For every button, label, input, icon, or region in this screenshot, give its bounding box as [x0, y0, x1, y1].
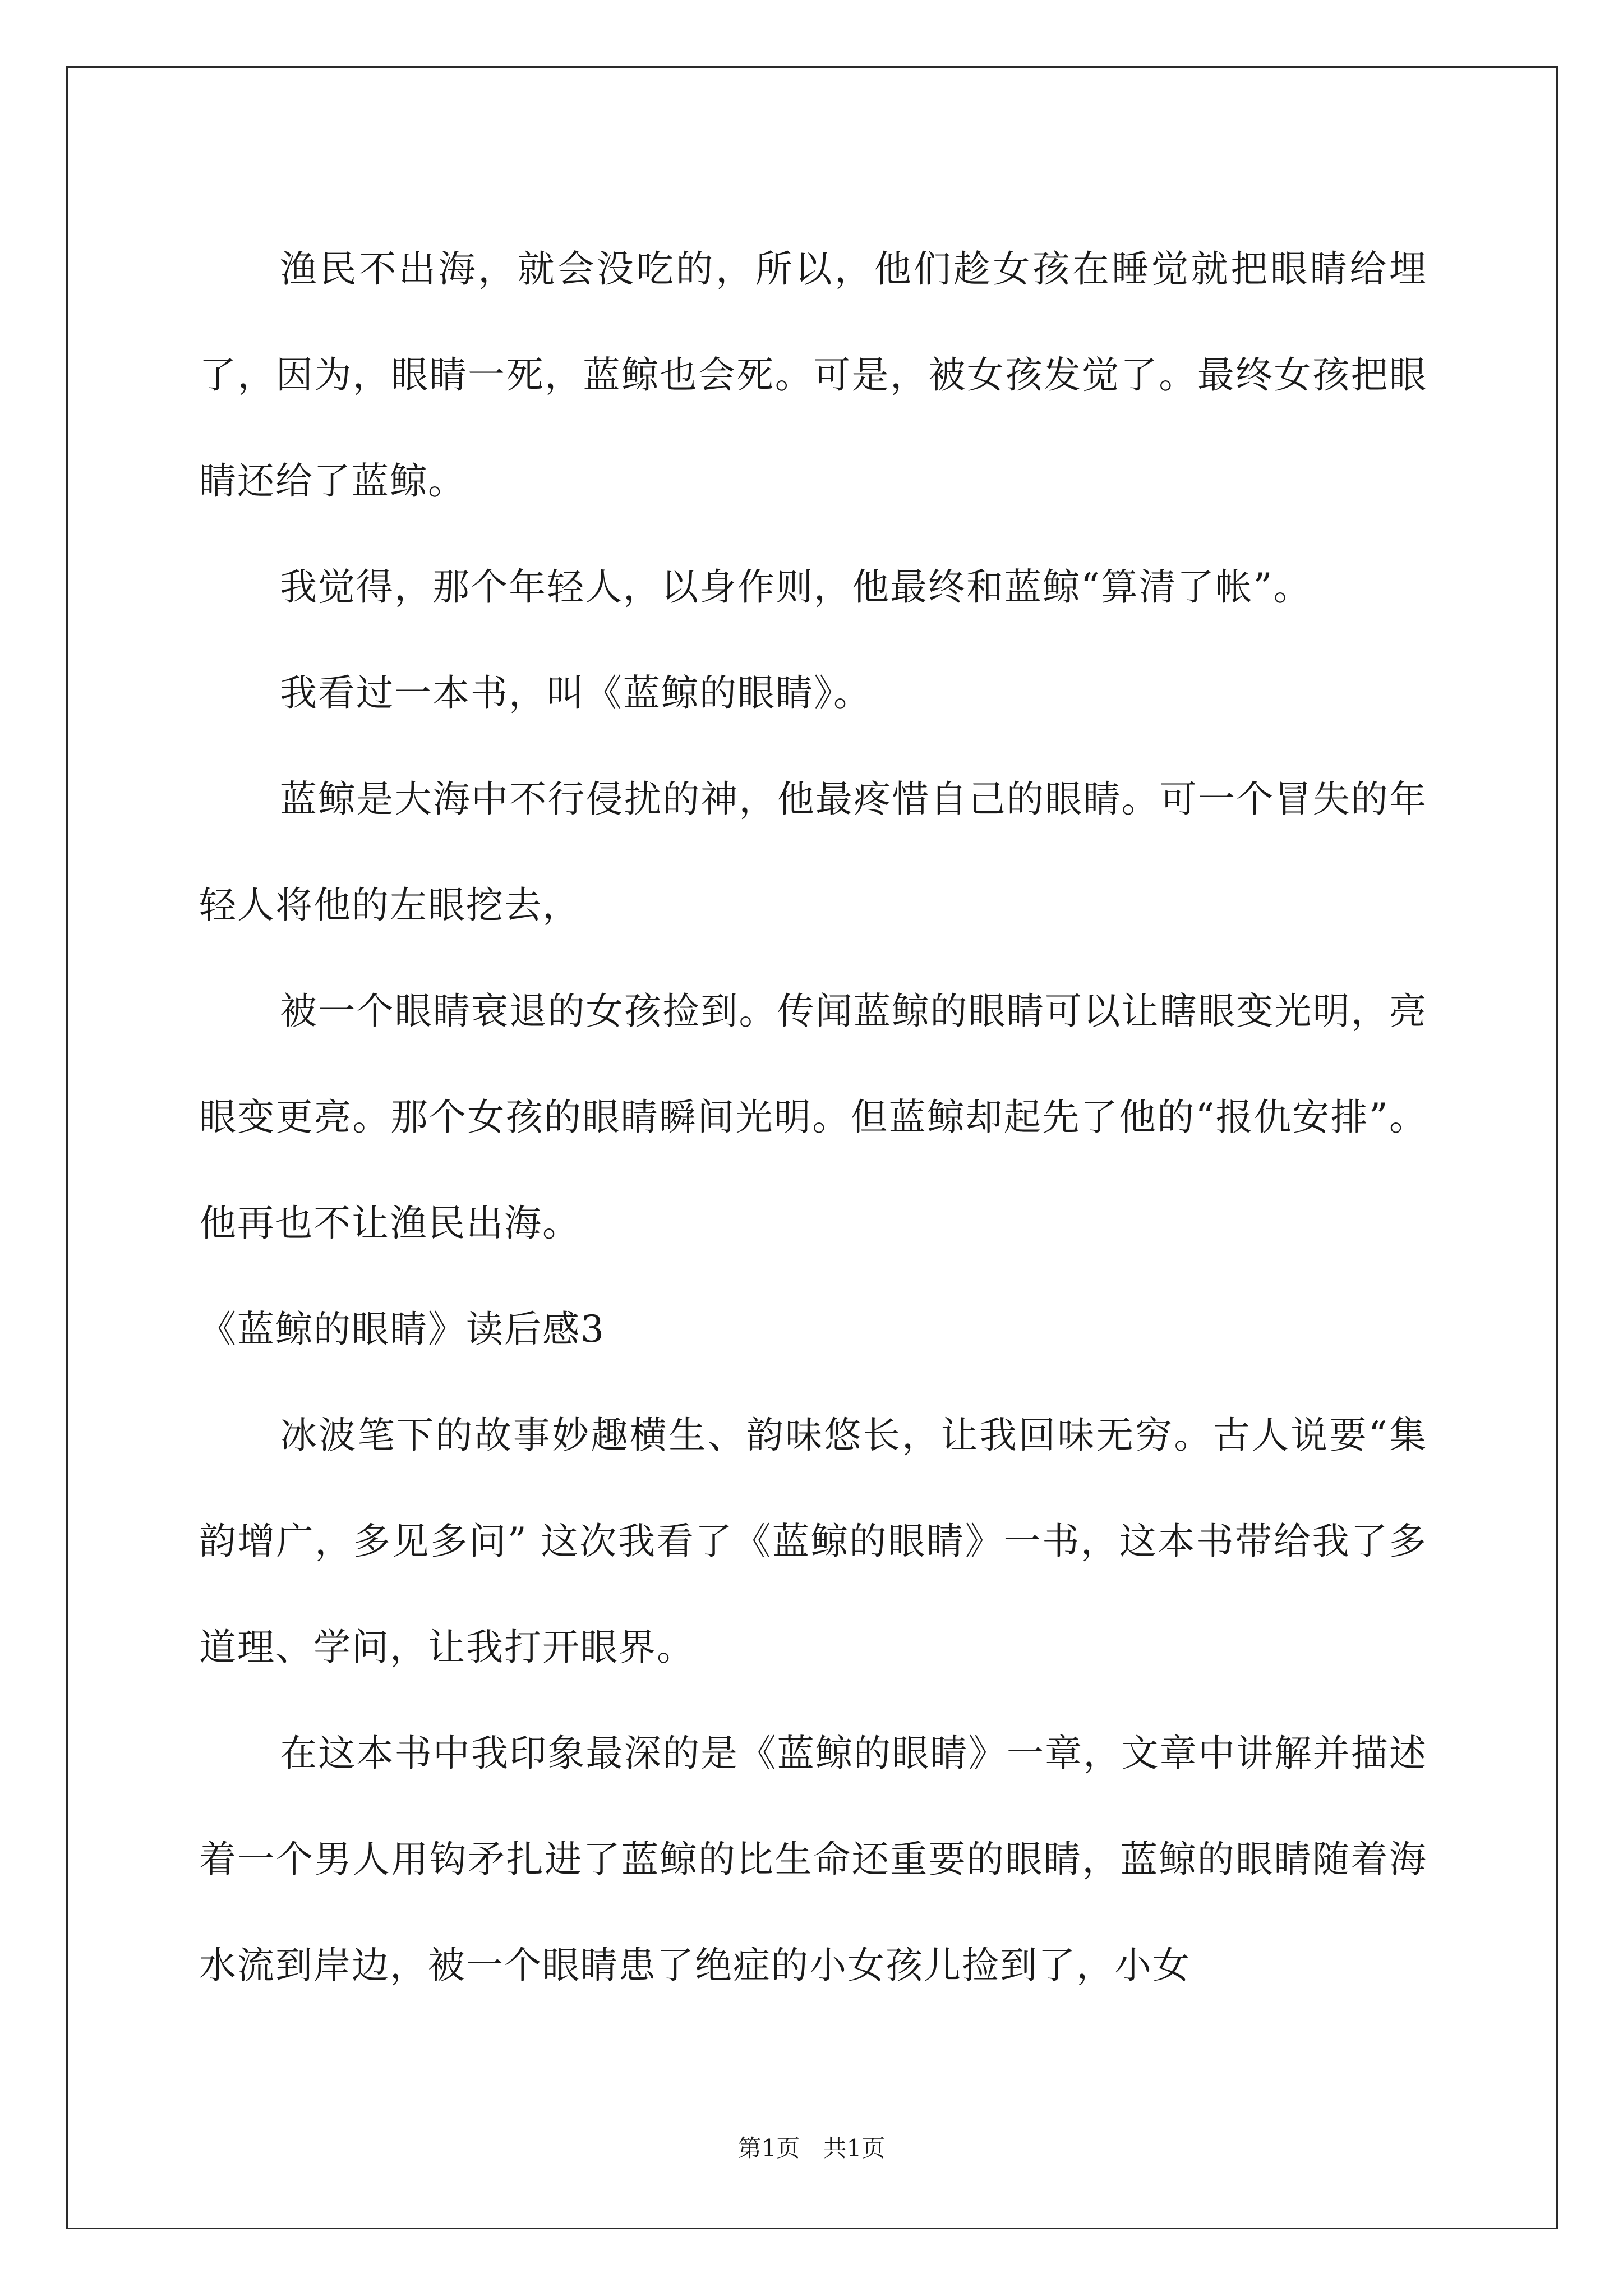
paragraph: 我看过一本书，叫《蓝鲸的眼睛》。 — [280, 671, 872, 715]
paragraph: 渔民不出海，就会没吃的，所以，他们趁女孩在睡觉就把眼睛给埋了，因为，眼睛一死，蓝鲸也会死。可是，被女孩发觉了。最终女孩把眼睛还给了蓝鲸。 — [199, 247, 1427, 503]
paragraph: 冰波笔下的故事妙趣横生、韵味悠长，让我回味无穷。古人说要“集韵增广，多见多问” 这次我看了《蓝鲸的眼睛》一书，这本书带给我了多道理、学问，让我打开眼界。 — [199, 1414, 1427, 1669]
page-total: 共1页 — [823, 2134, 886, 2162]
page-footer — [0, 2132, 1623, 2165]
page-number: 第1页 — [737, 2134, 800, 2162]
paragraph: 在这本书中我印象最深的是《蓝鲸的眼睛》一章，文章中讲解并描述着一个男人用钩矛扎进了蓝鲸的比生命还重要的眼睛，蓝鲸的眼睛随着海水流到岸边，被一个眼睛患了绝症的小女孩儿捡到了，小女 — [199, 1732, 1427, 1987]
paragraph: 被一个眼睛衰退的女孩捡到。传闻蓝鲸的眼睛可以让瞎眼变光明，亮眼变更亮。那个女孩的眼睛瞬间光明。但蓝鲸却起先了他的“报仇安排”。他再也不让渔民出海。 — [199, 990, 1427, 1245]
section-heading: 《蓝鲸的眼睛》读后感3 — [199, 1308, 605, 1351]
document-body — [199, 216, 1427, 2018]
paragraph: 蓝鲸是大海中不行侵扰的神，他最疼惜自己的眼睛。可一个冒失的年轻人将他的左眼挖去， — [199, 777, 1427, 927]
paragraph: 我觉得，那个年轻人，以身作则，他最终和蓝鲸“算清了帐”。 — [280, 565, 1312, 609]
